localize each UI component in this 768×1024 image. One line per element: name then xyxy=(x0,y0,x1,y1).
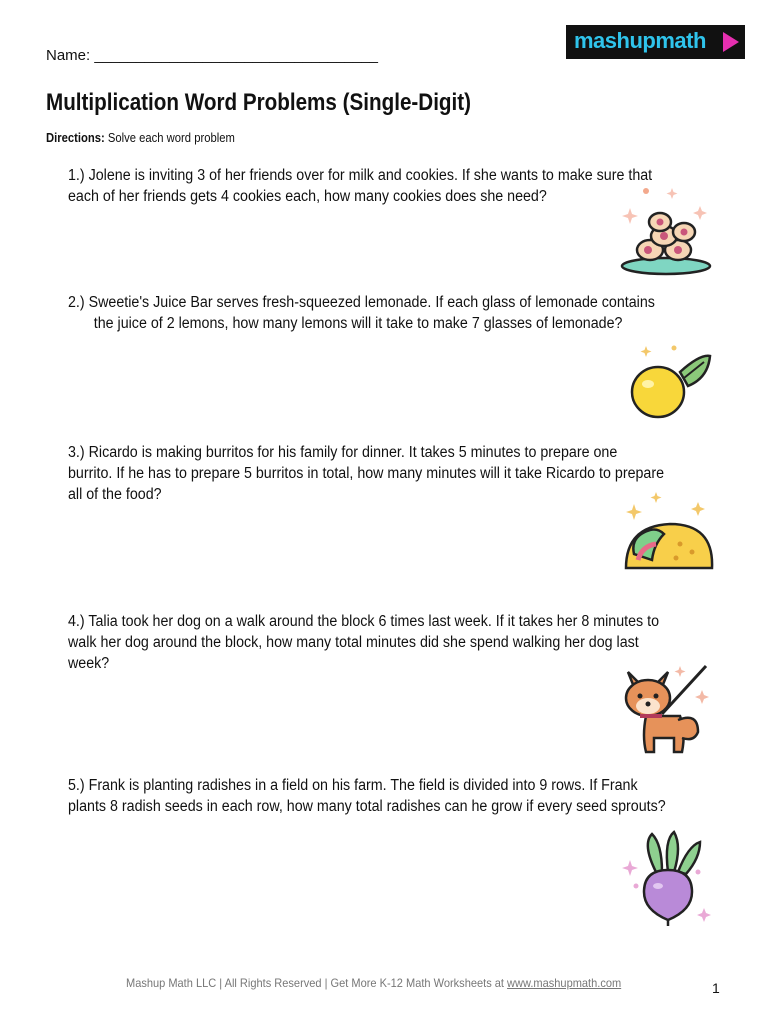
page-title: Multiplication Word Problems (Single-Digit) xyxy=(46,89,472,116)
question-5 xyxy=(68,775,666,817)
question-line: 5.) Frank is planting radishes in a field on his farm. The field is divided into 9 rows. If Frank xyxy=(68,777,638,794)
logo-text: mashupmath xyxy=(574,28,706,53)
question-line: all of the food? xyxy=(68,486,162,503)
question-line: 4.) Talia took her dog on a walk around the block 6 times last week. If it takes her 8 minutes to xyxy=(68,613,660,630)
directions xyxy=(46,131,235,145)
question-2 xyxy=(68,292,655,334)
question-3 xyxy=(68,442,664,505)
question-line: the juice of 2 lemons, how many lemons will it take to make 7 glasses of lemonade? xyxy=(93,315,623,332)
directions-label: Directions: xyxy=(46,131,105,145)
question-line: burrito. If he has to prepare 5 burritos in total, how many minutes will it take Ricardo to prepare xyxy=(68,465,665,482)
question-line: 2.) Sweetie's Juice Bar serves fresh-squeezed lemonade. If each glass of lemonade contains xyxy=(68,294,655,311)
question-line: 3.) Ricardo is making burritos for his family for dinner. It takes 5 minutes to prepare one xyxy=(68,444,618,461)
question-1 xyxy=(68,165,652,207)
play-icon xyxy=(723,32,739,52)
question-4 xyxy=(68,611,659,674)
question-line: 1.) Jolene is inviting 3 of her friends over for milk and cookies. If she wants to make sure that xyxy=(68,167,653,184)
cookies-icon xyxy=(618,186,714,278)
question-line: plants 8 radish seeds in each row, how many total radishes can he grow if every seed sprouts? xyxy=(68,798,666,815)
name-field-label: Name: __________________________________ xyxy=(46,47,378,64)
lemon-icon xyxy=(624,342,716,426)
question-line: each of her friends gets 4 cookies each, how many cookies does she need? xyxy=(68,188,547,205)
page-number: 1 xyxy=(712,980,720,996)
radish-icon xyxy=(620,828,716,928)
footer xyxy=(126,976,621,990)
question-line: week? xyxy=(68,655,110,672)
question-line: walk her dog around the block, how many total minutes did she spend walking her dog last xyxy=(68,634,639,651)
directions-text: Solve each word problem xyxy=(104,131,235,145)
footer-link[interactable]: www.mashupmath.com xyxy=(507,976,622,990)
mashupmath-logo xyxy=(566,25,745,59)
footer-text: Mashup Math LLC | All Rights Reserved | Get More K-12 Math Worksheets at xyxy=(126,976,508,990)
taco-icon xyxy=(620,488,716,580)
dog-icon xyxy=(616,660,712,758)
